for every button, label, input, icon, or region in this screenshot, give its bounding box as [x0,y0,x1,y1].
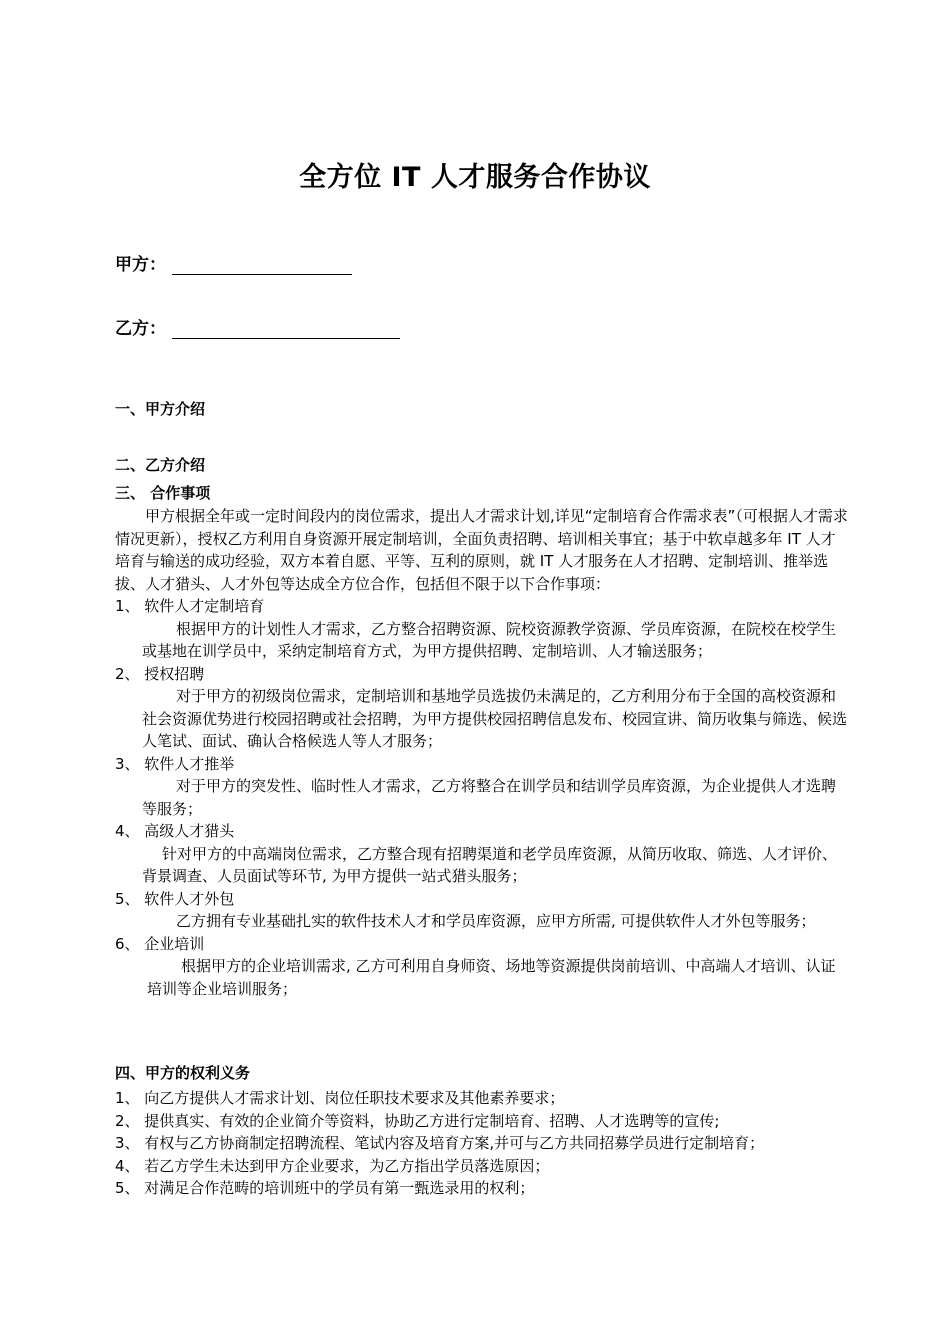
section-heading-3: 三、 合作事项 [115,484,211,502]
rights-list [115,1087,855,1200]
item-body-1: 根据甲方的计划性人才需求，乙方整合招聘资源、院校资源教学资源、学员库资源，在院校在校学生或基地在训学员中，采纳定制培育方式，为甲方提供招聘、定制培训、人才输送服务； [142,619,837,660]
party-b-label: 乙方： [115,319,166,339]
item-body-2: 对于甲方的初级岗位需求，定制培训和基地学员选拔仍未满足的，乙方利用分布于全国的高校资源和社会资源优势进行校园招聘或社会招聘，为甲方提供校园招聘信息发布、校园宣讲、简历收集与筛选、候选人笔试、面试、确认合格候选人等人才服务； [142,687,848,750]
section-heading-4: 四、甲方的权利义务 [115,1064,251,1082]
item-body-5: 乙方拥有专业基础扎实的软件技术人才和学员库资源，应甲方所需, 可提供软件人才外包等服务； [176,912,816,930]
section-heading-2: 二、乙方介绍 [115,456,206,474]
party-a-line [115,250,352,275]
item-body-3: 对于甲方的突发性、临时性人才需求，乙方将整合在训学员和结训学员库资源，为企业提供人才选聘等服务； [142,777,837,818]
party-a-blank [172,256,352,275]
item-head-2: 2、 授权招聘 [115,664,205,683]
item-head-6: 6、 企业培训 [115,934,205,953]
rights-item-1: 1、 向乙方提供人才需求计划、岗位任职技术要求及其他素养要求； [115,1089,565,1107]
document-title: 全方位 IT 人才服务合作协议 [299,162,651,193]
intro-paragraph: 甲方根据全年或一定时间段内的岗位需求，提出人才需求计划,详见“定制培育合作需求表”（可根据人才需求情况更新），授权乙方利用自身资源开展定制培训，全面负责招聘、培训相关事宜；基于中软卓越多年 IT 人才培育与输送的成功经验，双方本着自愿、平等、互利的原则，就 IT 人才服务在人才招聘、定制培训、推举选拔、人才猎头、人才外包等达成全方位合作，包括但不限于以下合作事项： [115,507,848,593]
rights-item-5: 5、 对满足合作范畴的培训班中的学员有第一甄选录用的权利； [115,1179,535,1197]
party-a-label: 甲方： [115,255,166,275]
rights-item-4: 4、 若乙方学生未达到甲方企业要求，为乙方指出学员落选原因； [115,1156,550,1175]
item-body-4: 针对甲方的中高端岗位需求，乙方整合现有招聘渠道和老学员库资源，从简历收取、筛选、人才评价、背景调查、人员面试等环节, 为甲方提供一站式猎头服务； [142,844,838,885]
item-body-6: 根据甲方的企业培训需求, 乙方可利用自身师资、场地等资源提供岗前培训、中高端人才培训、认证培训等企业培训服务； [147,957,836,998]
party-b-blank [172,320,400,339]
cooperation-body [115,505,850,1000]
party-b-line [115,314,400,339]
item-head-1: 1、 软件人才定制培育 [115,597,265,615]
item-head-4: 4、 高级人才猎头 [115,822,235,840]
item-head-5: 5、 软件人才外包 [115,889,235,908]
section-heading-1: 一、甲方介绍 [115,400,206,418]
rights-item-3: 3、 有权与乙方协商制定招聘流程、笔试内容及培育方案,并可与乙方共同招募学员进行定制培育； [115,1134,765,1152]
item-head-3: 3、 软件人才推举 [115,754,235,773]
rights-item-2: 2、 提供真实、有效的企业简介等资料，协助乙方进行定制培育、招聘、人才选聘等的宣传; [115,1111,720,1130]
